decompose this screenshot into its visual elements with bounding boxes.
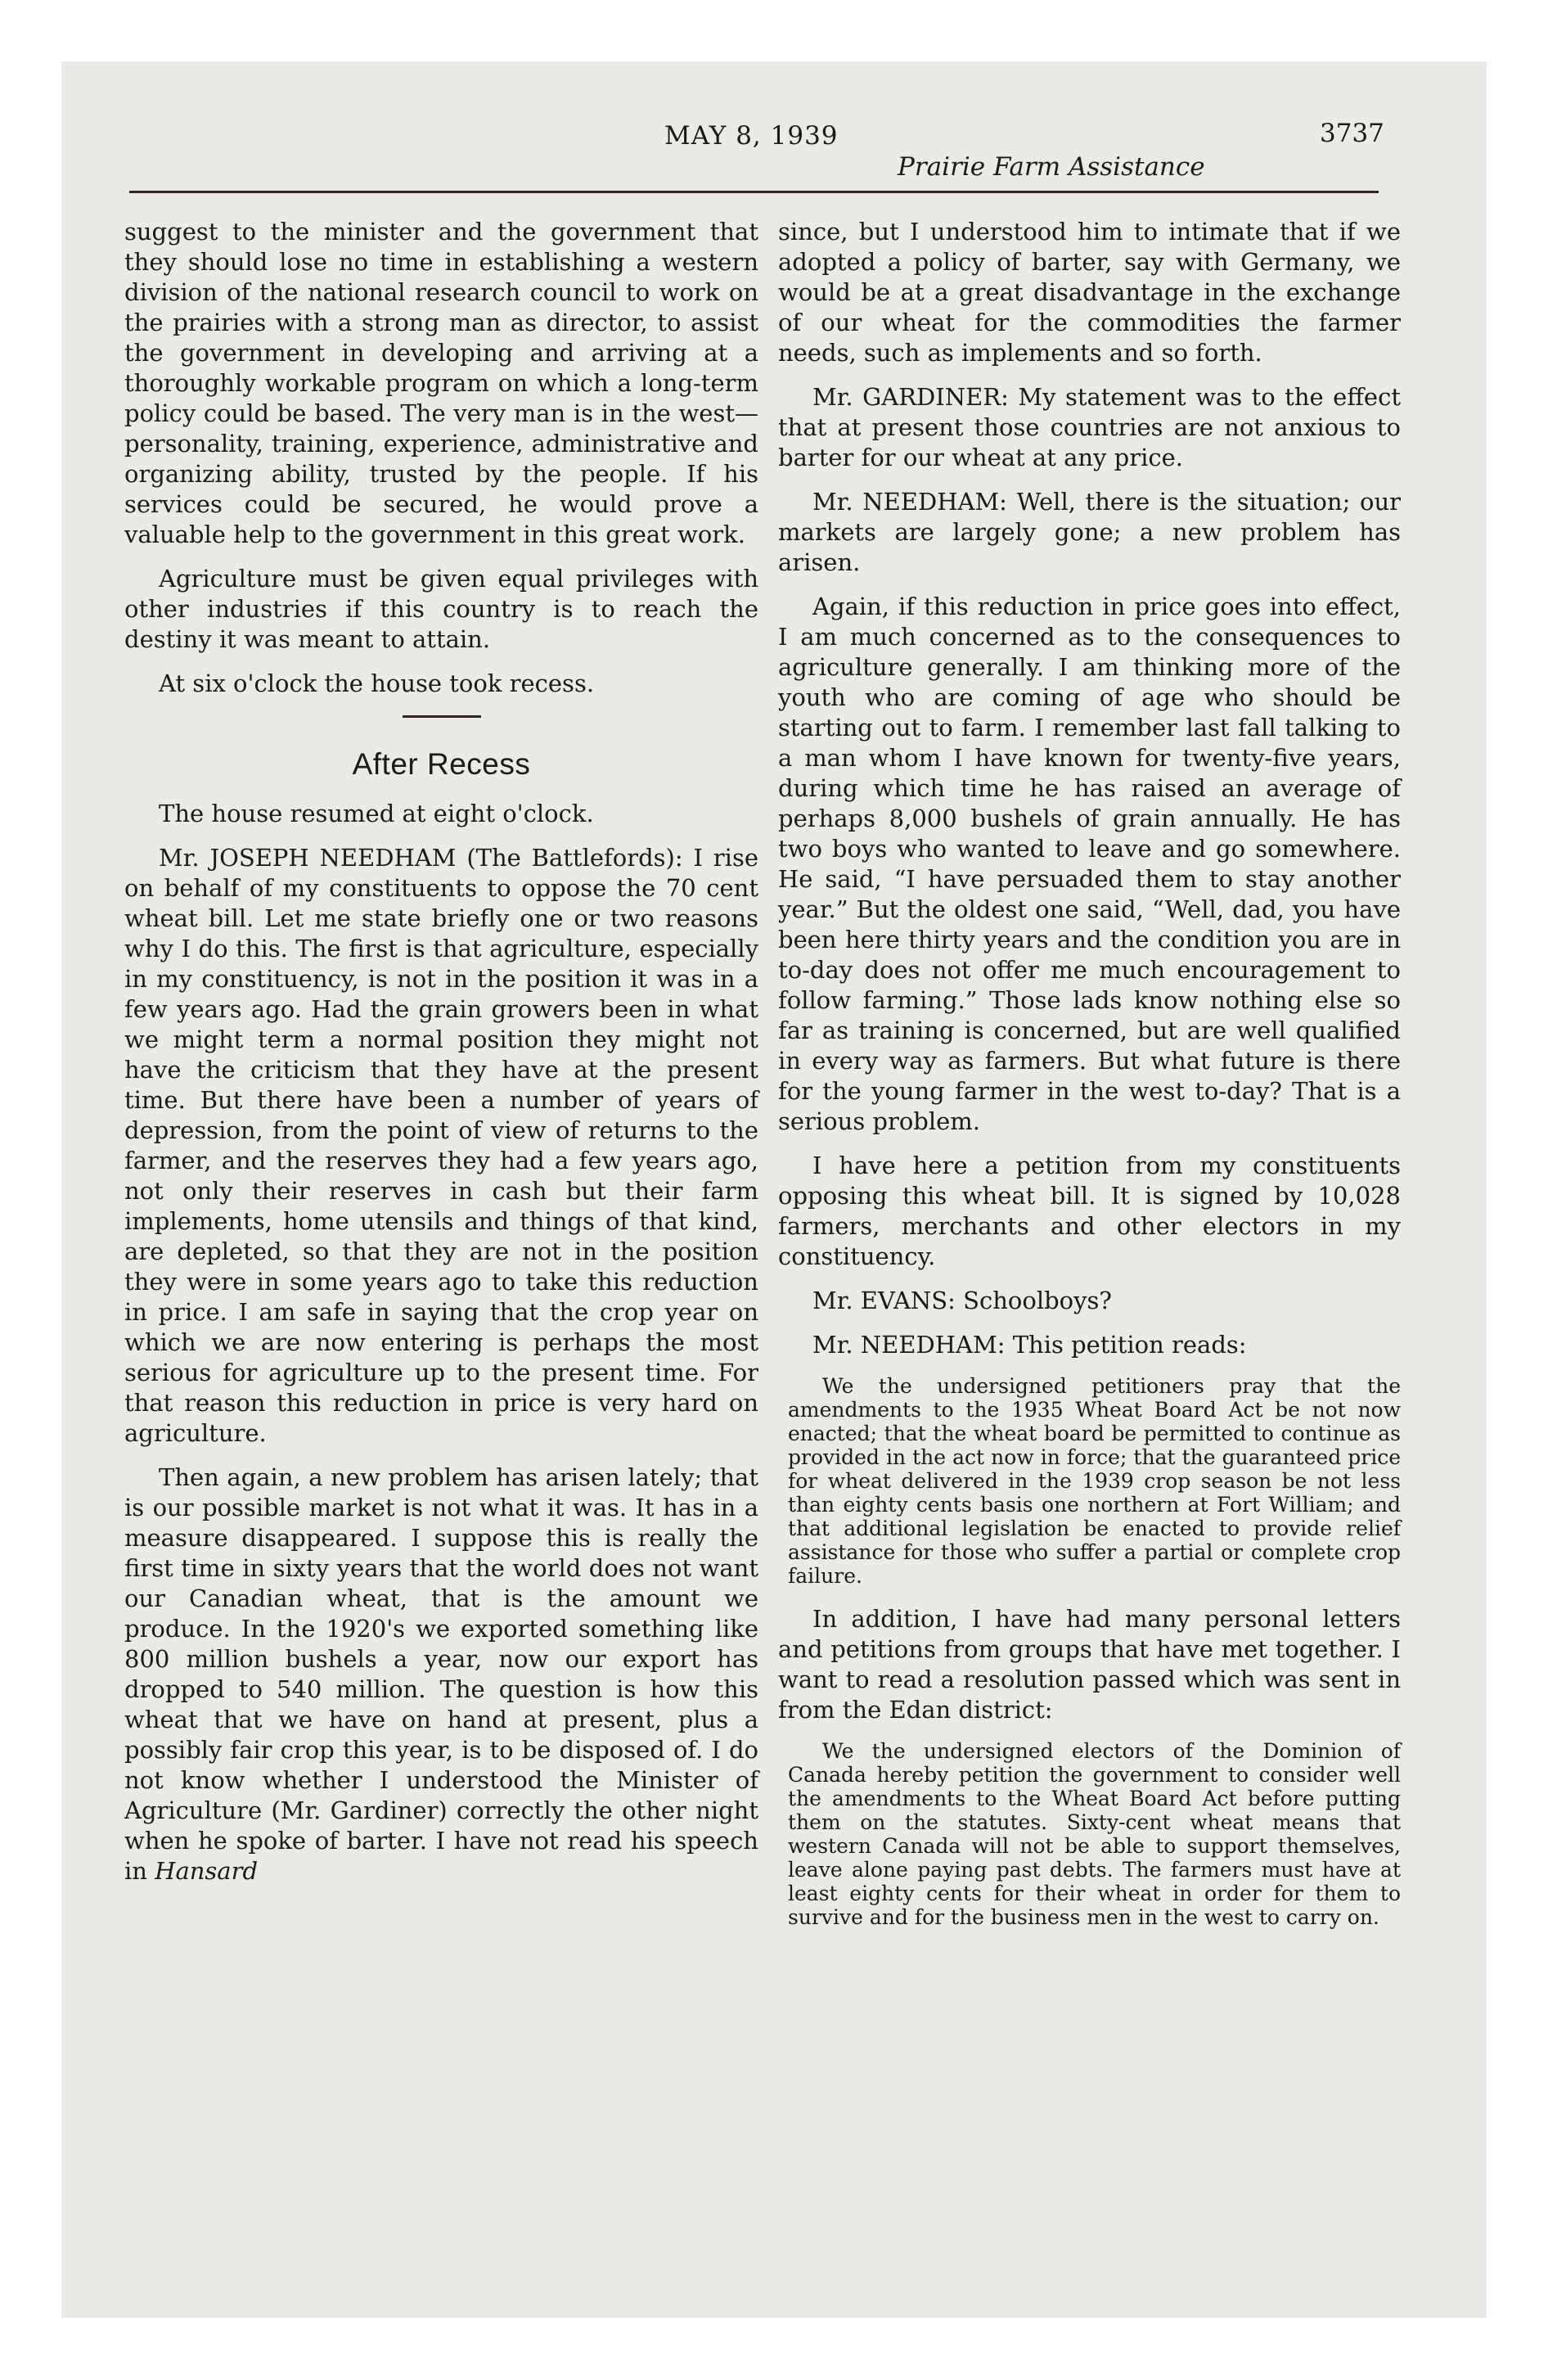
paragraph: The house resumed at eight o'clock. — [159, 800, 594, 827]
petition-quote: We the undersigned petitioners pray that the amendments to the 1935 Wheat Board Act be not now enacted; that the wheat board be permitted to continue as provided in the act now in force; that the guaranteed price for wheat delivered in the 1939 crop season be not less than eighty cents basis one northern at Fort William; and that additional legislation be enacted to provide relief assistance for those who suffer a partial or complete crop failure. — [788, 1374, 1401, 1588]
paragraph: I have here a petition from my constituents opposing this wheat bill. It is signed by 10,028 farmers, merchants and other electors in my constituency. — [778, 1152, 1401, 1270]
paragraph: Mr. NEEDHAM: Well, there is the situation; our markets are largely gone; a new problem has arisen. — [778, 488, 1401, 576]
paragraph-text: Then again, a new problem has arisen lately; that is our possible market is not what it was. It has in a measure disappeared. I suppose this is really the first time in sixty years that the world does not want our Canadian wheat, that is the amount we produce. In the 1920's we exported something like 800 million bushels a year, now our export has dropped to 540 million. The question is how this wheat that we have on hand at present, plus a possibly fair crop this year, is to be disposed of. I do not know whether I understood the Minister of Agriculture (Mr. Gardiner) correctly the other night when he spoke of barter. I have not read his speech in — [124, 1463, 758, 1885]
paragraph: At six o'clock the house took recess. — [159, 669, 595, 697]
right-column — [778, 217, 1401, 1945]
hansard-italic: Hansard — [155, 1857, 259, 1885]
header-title: Prairie Farm Assistance — [898, 152, 1205, 182]
paragraph: In addition, I have had many personal letters and petitions from groups that have met together. I want to read a resolution passed which was sent in from the Edan district: — [778, 1605, 1401, 1724]
header-date: MAY 8, 1939 — [664, 121, 839, 151]
paragraph: suggest to the minister and the government that they should lose no time in establishing a western division of the national research council to work on the prairies with a strong man as director, to assist the government in developing and arriving at a thoroughly workable program on which a long-term policy could be based. The very man is in the west— personality, training, experience, administrative and organizing ability, trusted by the people. If his services could be secured, he would prove a valuable help to the government in this great work. — [124, 218, 758, 548]
paragraph: since, but I understood him to intimate that if we adopted a policy of barter, say with Germany, we would be at a great disadvantage in the exchange of our wheat for the commodities the farmer needs, such as implements and so forth. — [778, 218, 1401, 367]
paragraph: Again, if this reduction in price goes into effect, I am much concerned as to the consequences to agriculture generally. I am thinking more of the youth who are coming of age who should be starting out to farm. I remember last fall talking to a man whom I have known for twenty-five years, during which time he has raised an average of perhaps 8,000 bushels of grain annually. He has two boys who wanted to leave and go somewhere. He said, “I have persuaded them to stay another year.” But the oldest one said, “Well, dad, you have been here thirty years and the condition you are in to-day does not offer me much encouragement to follow farming.” Those lads know nothing else so far as training is concerned, but are well qualified in every way as farmers. But what future is there for the young farmer in the west to-day? That is a serious problem. — [778, 593, 1401, 1135]
paragraph — [124, 1463, 758, 1886]
header-rule — [129, 191, 1379, 193]
paragraph: Mr. JOSEPH NEEDHAM (The Battlefords): I rise on behalf of my constituents to oppose the 70 cent wheat bill. Let me state briefly one or two reasons why I do this. The first is that agriculture, especially in my constituency, is not in the position it was in a few years ago. Had the grain growers been in what we might term a normal position they might not have the criticism that they have at the present time. But there have been a number of years of depression, from the point of view of returns to the farmer, and the reserves they had a few years ago, not only their reserves in cash but their farm implements, home utensils and things of that kind, are depleted, so that they are not in the position they were in some years ago to take this reduction in price. I am safe in saying that the crop year on which we are now entering is perhaps the most serious for agriculture up to the present time. For that reason this reduction in price is very hard on agriculture. — [124, 844, 758, 1447]
paragraph: Mr. NEEDHAM: This petition reads: — [812, 1331, 1247, 1359]
page-number: 3737 — [1320, 119, 1384, 148]
section-divider — [403, 715, 481, 718]
paragraph: Agriculture must be given equal privileges with other industries if this country is to reach the destiny it was meant to attain. — [124, 565, 758, 653]
section-heading: After Recess — [352, 747, 531, 781]
paragraph: Mr. GARDINER: My statement was to the effect that at present those countries are not anxious to barter for our wheat at any price. — [778, 383, 1401, 471]
paragraph: Mr. EVANS: Schoolboys? — [812, 1287, 1112, 1314]
left-column — [124, 217, 758, 1900]
resolution-quote: We the undersigned electors of the Dominion of Canada hereby petition the government to consider well the amendments to the Wheat Board Act before putting them on the statutes. Sixty-cent wheat means that western Canada will not be able to support themselves, leave alone paying past debts. The farmers must have at least eighty cents for their wheat in order for them to survive and for the business men in the west to carry on. — [788, 1739, 1401, 1929]
